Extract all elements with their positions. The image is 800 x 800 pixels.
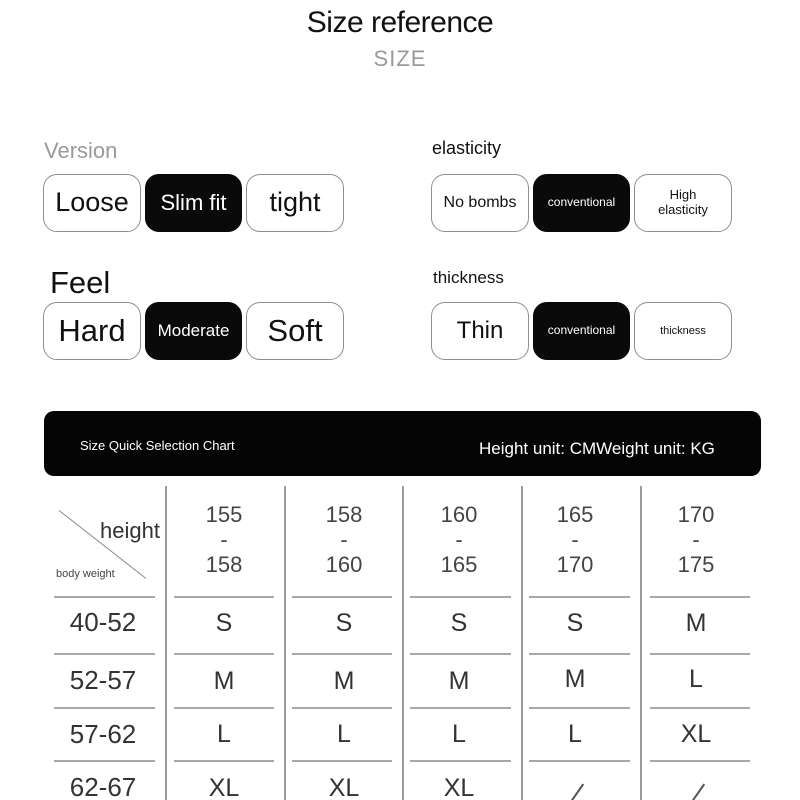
feel-option-hard[interactable] — [43, 302, 141, 360]
row-separator — [292, 707, 392, 709]
size-chart-header — [44, 411, 761, 476]
row-separator — [529, 596, 630, 598]
version-option-slim-fit[interactable] — [145, 174, 242, 232]
table-divider — [284, 486, 286, 800]
height-to: 170 — [556, 552, 594, 577]
version-option-loose[interactable] — [43, 174, 141, 232]
feel-label: Feel — [50, 265, 111, 300]
size-cell: L — [452, 720, 466, 748]
size-cell: M — [213, 667, 235, 695]
row-separator — [54, 707, 155, 709]
thickness-label: thickness — [433, 268, 504, 287]
height-sep: - — [571, 527, 579, 552]
size-cell: M — [448, 667, 470, 695]
size-cell: XL — [328, 774, 360, 800]
row-separator — [410, 596, 511, 598]
row-separator — [650, 760, 750, 762]
thickness-option-thickness[interactable] — [634, 302, 732, 360]
height-header — [520, 502, 630, 577]
size-cell: M — [564, 665, 586, 693]
option-label: Hard — [58, 313, 126, 349]
option-label: conventional — [547, 195, 616, 210]
row-separator — [174, 653, 274, 655]
row-separator — [529, 653, 630, 655]
row-separator — [529, 707, 630, 709]
weight-cell: 52-57 — [69, 665, 137, 695]
size-cell: M — [333, 667, 355, 695]
option-label: Slim fit — [160, 190, 227, 216]
thickness-option-conventional[interactable] — [533, 302, 630, 360]
weight-cell: 57-62 — [69, 719, 137, 749]
row-separator — [54, 760, 155, 762]
size-chart-units: Height unit: CMWeight unit: KG — [479, 439, 715, 458]
corner-height-label: height — [100, 518, 160, 543]
size-chart-title: Size Quick Selection Chart — [80, 438, 235, 453]
size-cell: M — [685, 609, 707, 637]
height-sep: - — [455, 527, 463, 552]
size-cell: XL — [680, 720, 712, 748]
height-to: 175 — [677, 552, 715, 577]
elasticity-option-high-elasticity[interactable] — [634, 174, 732, 232]
row-separator — [174, 707, 274, 709]
height-header — [641, 502, 751, 577]
height-header — [404, 502, 514, 577]
height-to: 165 — [440, 552, 478, 577]
size-table — [44, 486, 760, 800]
version-label: Version — [44, 138, 118, 163]
size-cell: XL — [443, 774, 475, 800]
row-separator — [529, 760, 630, 762]
feel-option-soft[interactable] — [246, 302, 344, 360]
size-cell: S — [450, 609, 468, 637]
row-separator — [292, 653, 392, 655]
height-from: 165 — [556, 502, 594, 527]
option-label: No bombs — [443, 193, 517, 211]
weight-cell: 62-67 — [69, 772, 137, 800]
height-from: 160 — [440, 502, 478, 527]
unavailable-slash-icon — [570, 784, 584, 800]
version-option-tight[interactable] — [246, 174, 344, 232]
row-separator — [410, 653, 511, 655]
height-sep: - — [220, 527, 228, 552]
height-header — [289, 502, 399, 577]
elasticity-option-conventional[interactable] — [533, 174, 630, 232]
page-subtitle: SIZE — [373, 46, 427, 71]
height-sep: - — [340, 527, 348, 552]
height-header — [169, 502, 279, 577]
option-label-line2: elasticity — [658, 202, 708, 217]
size-cell: L — [689, 665, 703, 693]
height-from: 158 — [325, 502, 363, 527]
unavailable-slash-icon — [691, 784, 705, 800]
height-from: 170 — [677, 502, 715, 527]
size-cell: S — [215, 609, 233, 637]
weight-cell: 40-52 — [69, 607, 137, 637]
size-cell: S — [335, 609, 353, 637]
size-cell: L — [337, 720, 351, 748]
option-label: conventional — [547, 323, 616, 338]
option-label: Loose — [55, 187, 129, 218]
row-separator — [650, 653, 750, 655]
height-from: 155 — [205, 502, 243, 527]
row-separator — [292, 596, 392, 598]
table-divider — [165, 486, 167, 800]
height-sep: - — [692, 527, 700, 552]
corner-weight-label: body weight — [56, 568, 115, 580]
row-separator — [174, 596, 274, 598]
row-separator — [54, 653, 155, 655]
size-cell: S — [566, 609, 584, 637]
row-separator — [410, 760, 511, 762]
option-label-line1: High — [669, 187, 697, 203]
feel-option-moderate[interactable] — [145, 302, 242, 360]
option-label: tight — [269, 187, 321, 218]
elasticity-label: elasticity — [432, 138, 502, 158]
elasticity-option-no-bombs[interactable] — [431, 174, 529, 232]
thickness-option-thin[interactable] — [431, 302, 529, 360]
row-separator — [410, 707, 511, 709]
option-label: Moderate — [157, 321, 230, 341]
row-separator — [174, 760, 274, 762]
height-to: 160 — [325, 552, 363, 577]
row-separator — [650, 707, 750, 709]
size-cell: L — [568, 720, 582, 748]
option-label: thickness — [660, 324, 706, 337]
option-label: Soft — [267, 313, 323, 349]
size-cell: XL — [208, 774, 240, 800]
option-label: Thin — [456, 317, 504, 345]
row-separator — [292, 760, 392, 762]
height-to: 158 — [205, 552, 243, 577]
size-cell: L — [217, 720, 231, 748]
row-separator — [650, 596, 750, 598]
row-separator — [54, 596, 155, 598]
page-title: Size reference — [306, 6, 494, 39]
